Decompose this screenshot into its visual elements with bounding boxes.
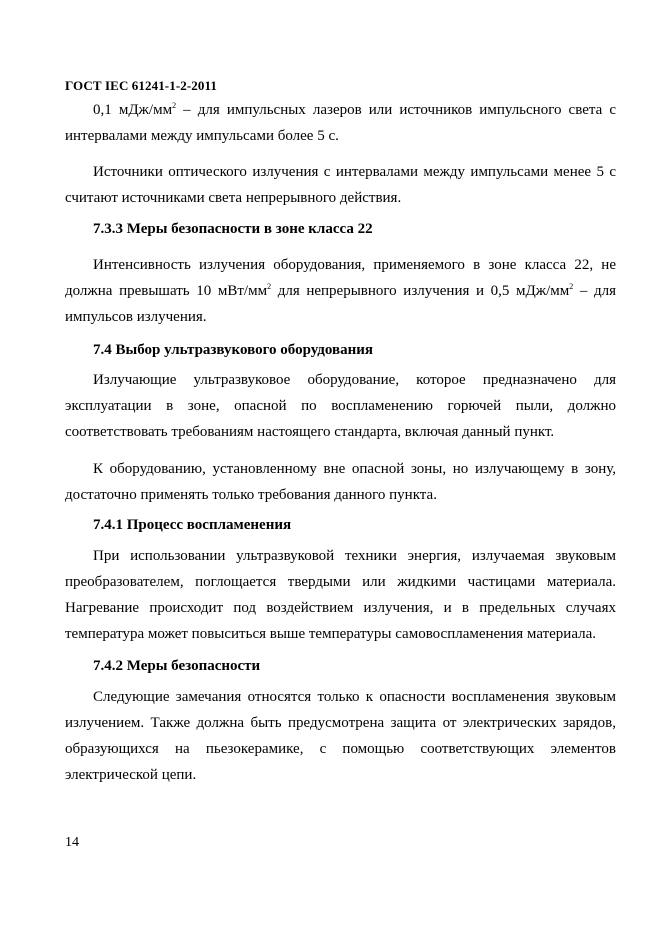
text-span: для непрерывного излучения и 0,5 мДж/мм [271,283,570,299]
text-span: 0,1 мДж/мм [93,102,173,118]
document-header: ГОСТ IEC 61241-1-2-2011 [65,78,217,93]
superscript: 2 [569,282,574,291]
paragraph-optical-sources: Источники оптического излучения с интервалами между импульсами менее 5 с считают источниками света непрерывного действия. [65,164,616,206]
section-heading-7-4-2: 7.4.2 Меры безопасности [93,658,261,674]
superscript: 2 [267,282,272,291]
section-heading-7-4: 7.4 Выбор ультразвукового оборудования [93,342,373,358]
page-number: 14 [65,835,79,850]
paragraph-ultrasonic-equipment: Излучающие ультразвуковое оборудование, которое предназначено для эксплуатации в зоне, опасной по воспламенению горючей пыли, должно соответствовать требованиям настоящего стандарта, включая данный пункт. [65,372,616,440]
paragraph-pulse-energy [65,97,616,149]
superscript: 2 [172,101,177,110]
section-heading-7-4-1: 7.4.1 Процесс воспламенения [93,517,292,533]
section-heading-7-3-3: 7.3.3 Меры безопасности в зоне класса 22 [93,221,373,237]
paragraph-outside-hazard-zone: К оборудованию, установленному вне опасной зоны, но излучающему в зону, достаточно применять только требования данного пункта. [65,461,616,503]
paragraph-safety-measures: Следующие замечания относятся только к опасности воспламенения звуковым излучением. Также должна быть предусмотрена защита от электрических зарядов, образующихся на пьезокерамике, с помощью соответствующих элементов электрической цепи. [65,689,616,783]
text-span: – для импульсных лазеров или источников импульсного света с интервалами между импульсами более 5 с. [65,102,616,144]
text-span: – для импульсов излучения. [65,283,616,325]
paragraph-ignition-process: При использовании ультразвуковой техники энергия, излучаемая звуковым преобразователем, поглощается твердыми или жидкими частицами материала. Нагревание происходит под воздействием излучения, и в предельных случаях температура может повыситься выше температуры самовоспламенения материала. [65,548,616,642]
paragraph-zone-22-intensity [65,252,616,330]
text-span: Интенсивность излучения оборудования, применяемого в зоне класса 22, не должна превышать 10 мВт/мм [65,257,616,299]
